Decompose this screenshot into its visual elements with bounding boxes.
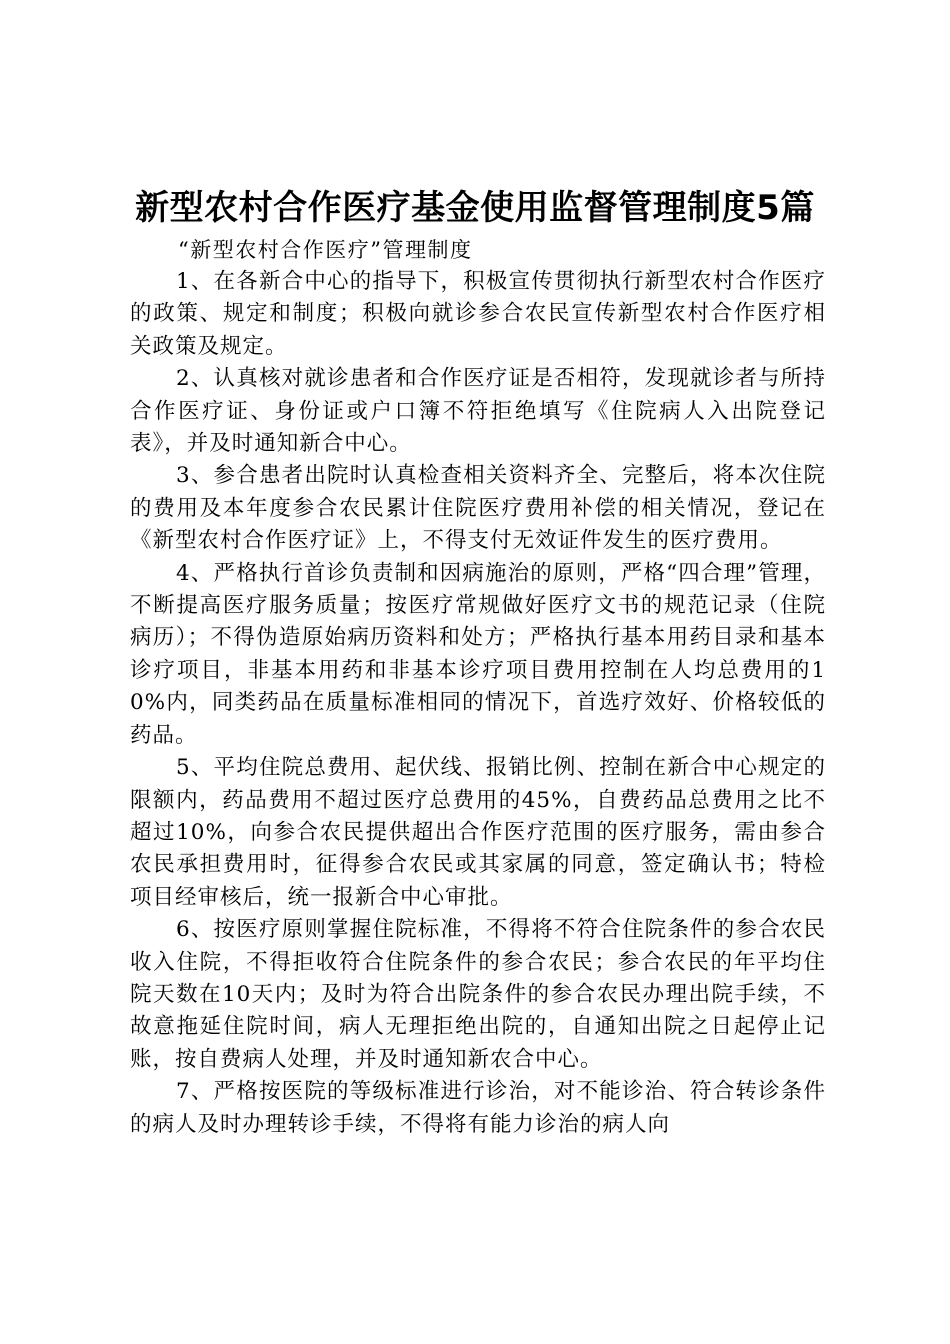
- section-subtitle: “新型农村合作医疗”管理制度: [178, 238, 473, 262]
- document-title: 新型农村合作医疗基金使用监督管理制度5篇: [135, 188, 815, 228]
- paragraph-3: 3、参合患者出院时认真检查相关资料齐全、完整后，将本次住院的费用及本年度参合农民累计住院医疗费用补偿的相关情况，登记在《新型农村合作医疗证》上，不得支付无效证件发生的医疗费用。: [130, 463, 826, 554]
- paragraph-2: 2、认真核对就诊患者和合作医疗证是否相符，发现就诊者与所持合作医疗证、身份证或户口簿不符拒绝填写《住院病人入出院登记表》，并及时通知新合中心。: [130, 366, 826, 457]
- document-body: [130, 234, 826, 1141]
- paragraph-4: 4、严格执行首诊负责制和因病施治的原则，严格“四合理”管理，不断提高医疗服务质量；按医疗常规做好医疗文书的规范记录（住院病历）；不得伪造原始病历资料和处方；严格执行基本用药目录和基本诊疗项目，非基本用药和非基本诊疗项目费用控制在人均总费用的10%内，同类药品在质量标准相同的情况下，首选疗效好、价格较低的药品。: [130, 560, 826, 748]
- paragraph-7: 7、严格按医院的等级标准进行诊治，对不能诊治、符合转诊条件的病人及时办理转诊手续，不得将有能力诊治的病人向: [130, 1079, 826, 1137]
- paragraph-1: 1、在各新合中心的指导下，积极宣传贯彻执行新型农村合作医疗的政策、规定和制度；积极向就诊参合农民宣传新型农村合作医疗相关政策及规定。: [130, 269, 826, 359]
- paragraph-6: 6、按医疗原则掌握住院标准，不得将不符合住院条件的参合农民收入住院，不得拒收符合住院条件的参合农民；参合农民的年平均住院天数在10天内；及时为符合出院条件的参合农民办理出院手续，不故意拖延住院时间，病人无理拒绝出院的，自通知出院之日起停止记账，按自费病人处理，并及时通知新农合中心。: [130, 917, 826, 1072]
- paragraph-5: 5、平均住院总费用、起伏线、报销比例、控制在新合中心规定的限额内，药品费用不超过医疗总费用的45%，自费药品总费用之比不超过10%，向参合农民提供超出合作医疗范围的医疗服务，需由参合农民承担费用时，征得参合农民或其家属的同意，签定确认书；特检项目经审核后，统一报新合中心审批。: [130, 755, 826, 910]
